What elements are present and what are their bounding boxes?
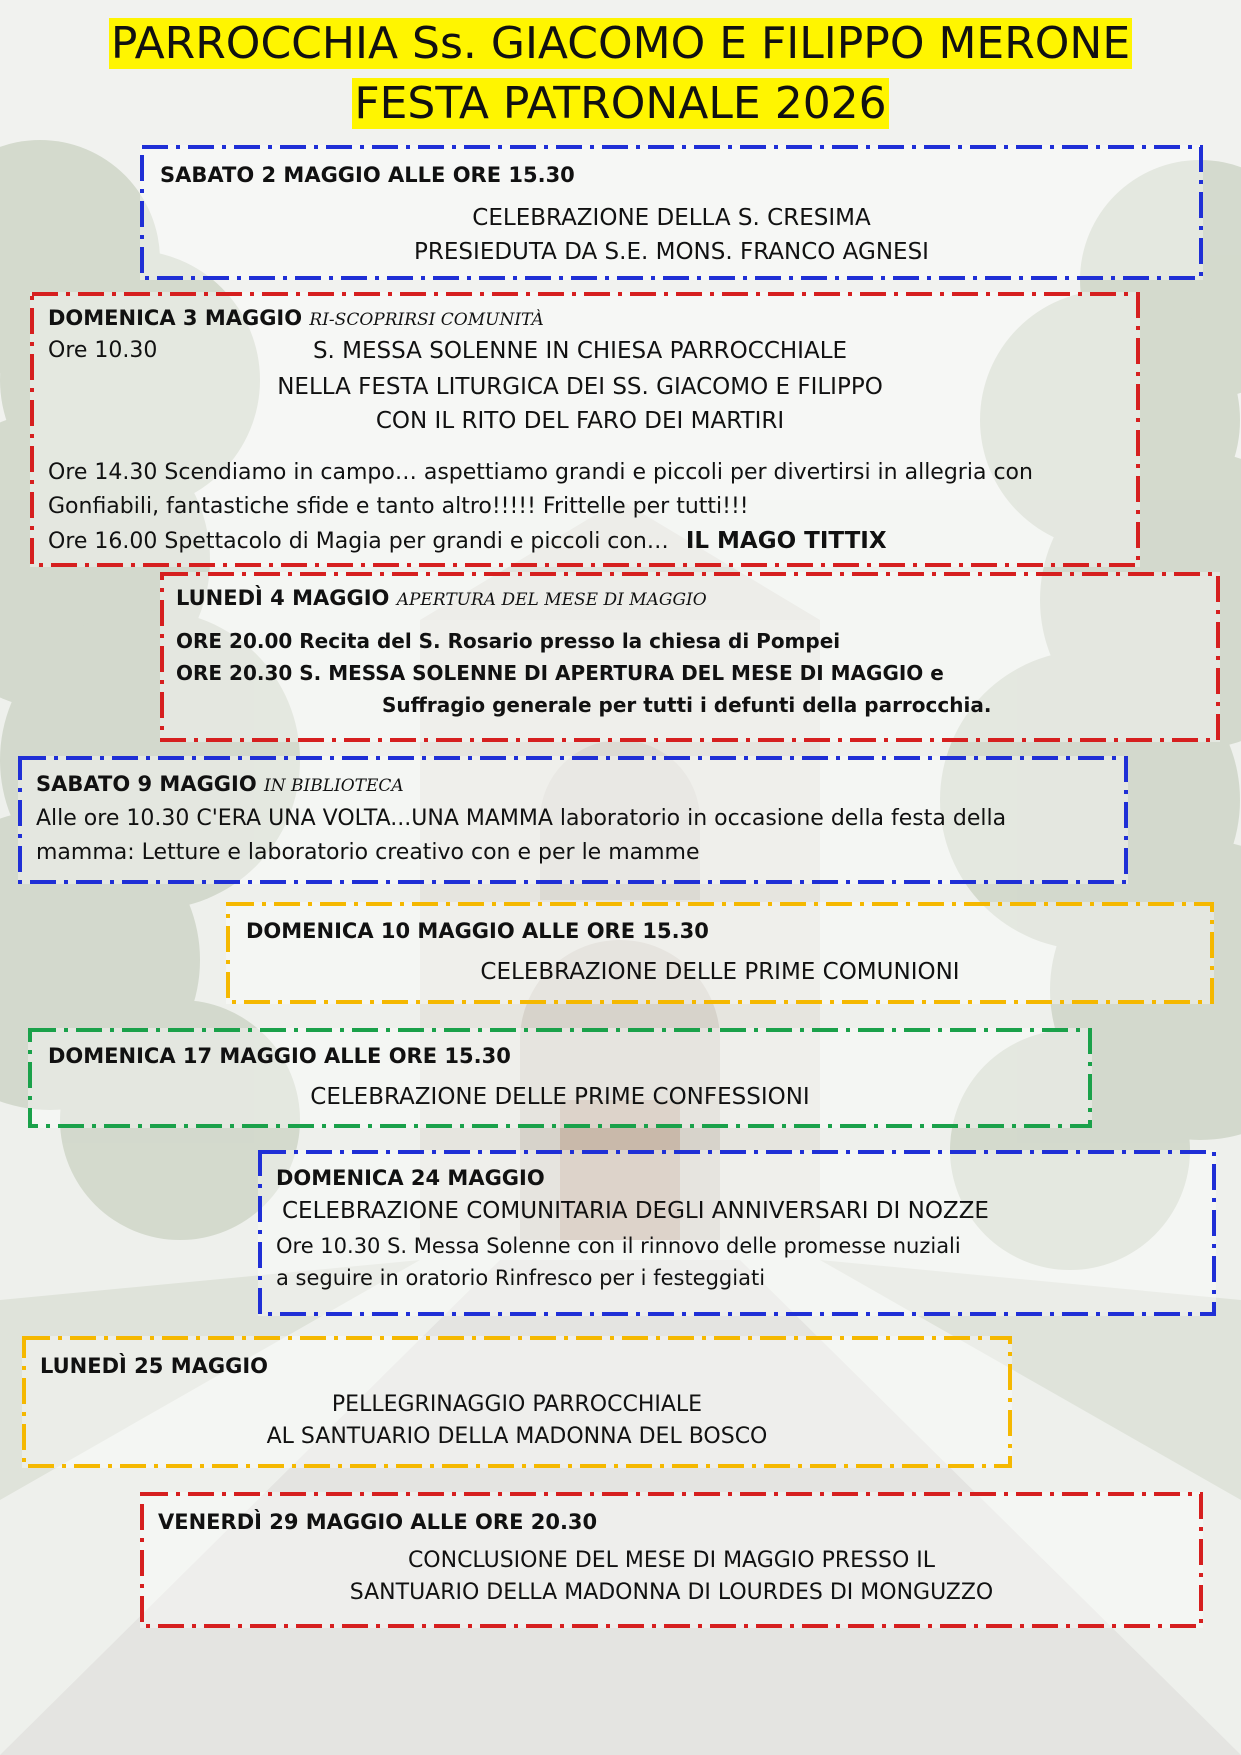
event-suffrage: Suffragio generale per tutti i defunti della parrocchia. (382, 693, 992, 717)
event-title-2: NELLA FESTA LITURGICA DEI SS. GIACOMO E FILIPPO (277, 374, 883, 400)
event-subtitle: PRESIEDUTA DA S.E. MONS. FRANCO AGNESI (414, 239, 929, 265)
event-date-text: LUNEDÌ 4 MAGGIO (176, 586, 390, 610)
event-text-afternoon: Ore 14.30 Scendiamo in campo… aspettiamo grandi e piccoli per divertirsi in allegria con (48, 460, 1033, 485)
event-title: CELEBRAZIONE DELLE PRIME COMUNIONI (480, 959, 960, 985)
event-subtitle: SANTUARIO DELLA MADONNA DI LOURDES DI MONGUZZO (349, 1580, 994, 1605)
title-line-1 (0, 16, 1241, 72)
event-date (36, 772, 404, 796)
parish-name-title: PARROCCHIA Ss. GIACOMO E FILIPPO MERONE (110, 18, 1131, 69)
event-date-text: DOMENICA 3 MAGGIO (48, 306, 303, 330)
event-title: CELEBRAZIONE DELLA S. CRESIMA (472, 205, 871, 231)
event-box-prime-confessioni (28, 1028, 1092, 1128)
event-date: SABATO 2 MAGGIO ALLE ORE 15.30 (160, 163, 575, 187)
event-mass: ORE 20.30 S. MESSA SOLENNE DI APERTURA DEL MESE DI MAGGIO e (176, 661, 944, 685)
event-title-3: CON IL RITO DEL FARO DEI MARTIRI (375, 408, 785, 434)
event-box-cresima (140, 145, 1203, 280)
event-theme: IN BIBLIOTECA (264, 776, 404, 796)
event-date: DOMENICA 17 MAGGIO ALLE ORE 15.30 (48, 1044, 511, 1068)
festival-title: FESTA PATRONALE 2026 (354, 78, 887, 129)
event-title: S. MESSA SOLENNE IN CHIESA PARROCCHIALE (312, 338, 848, 364)
event-box-prime-comunioni (226, 902, 1214, 1004)
event-theme: APERTURA DEL MESE DI MAGGIO (396, 590, 707, 610)
event-text-2: mamma: Letture e laboratorio creativo con e per le mamme (36, 840, 700, 865)
event-box-pellegrinaggio (22, 1336, 1012, 1468)
event-theme: RI-SCOPRIRSI COMUNITÀ (309, 310, 544, 330)
event-box-festa-liturgica (30, 292, 1140, 567)
event-box-anniversari (258, 1150, 1216, 1316)
event-text-1: Ore 10.30 S. Messa Solenne con il rinnovo delle promesse nuziali (276, 1234, 961, 1258)
event-title: PELLEGRINAGGIO PARROCCHIALE (331, 1392, 703, 1417)
event-subtitle: AL SANTUARIO DELLA MADONNA DEL BOSCO (266, 1424, 768, 1449)
event-box-mese-maggio (160, 572, 1220, 742)
magician-name: IL MAGO TITTIX (685, 528, 887, 554)
event-title: CONCLUSIONE DEL MESE DI MAGGIO PRESSO IL (407, 1548, 936, 1573)
event-title: CELEBRAZIONE COMUNITARIA DEGLI ANNIVERSARI DI NOZZE (282, 1198, 989, 1224)
magic-show-text: Ore 16.00 Spettacolo di Magia per grandi e piccoli con… (48, 529, 669, 554)
event-date: VENERDÌ 29 MAGGIO ALLE ORE 20.30 (158, 1510, 598, 1534)
event-date: LUNEDÌ 25 MAGGIO (40, 1354, 268, 1378)
event-date (176, 586, 707, 610)
event-date (48, 306, 544, 330)
title-line-2 (0, 76, 1241, 132)
event-box-conclusione (140, 1492, 1203, 1628)
event-date: DOMENICA 24 MAGGIO (276, 1166, 545, 1190)
event-date: DOMENICA 10 MAGGIO ALLE ORE 15.30 (246, 919, 709, 943)
event-text-magic (48, 528, 887, 554)
event-box-biblioteca (18, 756, 1128, 884)
event-rosary: ORE 20.00 Recita del S. Rosario presso la chiesa di Pompei (176, 629, 841, 653)
event-text-2: a seguire in oratorio Rinfresco per i festeggiati (276, 1266, 766, 1290)
event-date-text: SABATO 9 MAGGIO (36, 772, 257, 796)
event-title: CELEBRAZIONE DELLE PRIME CONFESSIONI (310, 1084, 810, 1110)
event-text-games: Gonfiabili, fantastiche sfide e tanto altro!!!!! Frittelle per tutti!!! (48, 494, 749, 519)
event-time: Ore 10.30 (48, 338, 158, 363)
event-text-1: Alle ore 10.30 C'ERA UNA VOLTA...UNA MAMMA laboratorio in occasione della festa della (36, 806, 1007, 831)
